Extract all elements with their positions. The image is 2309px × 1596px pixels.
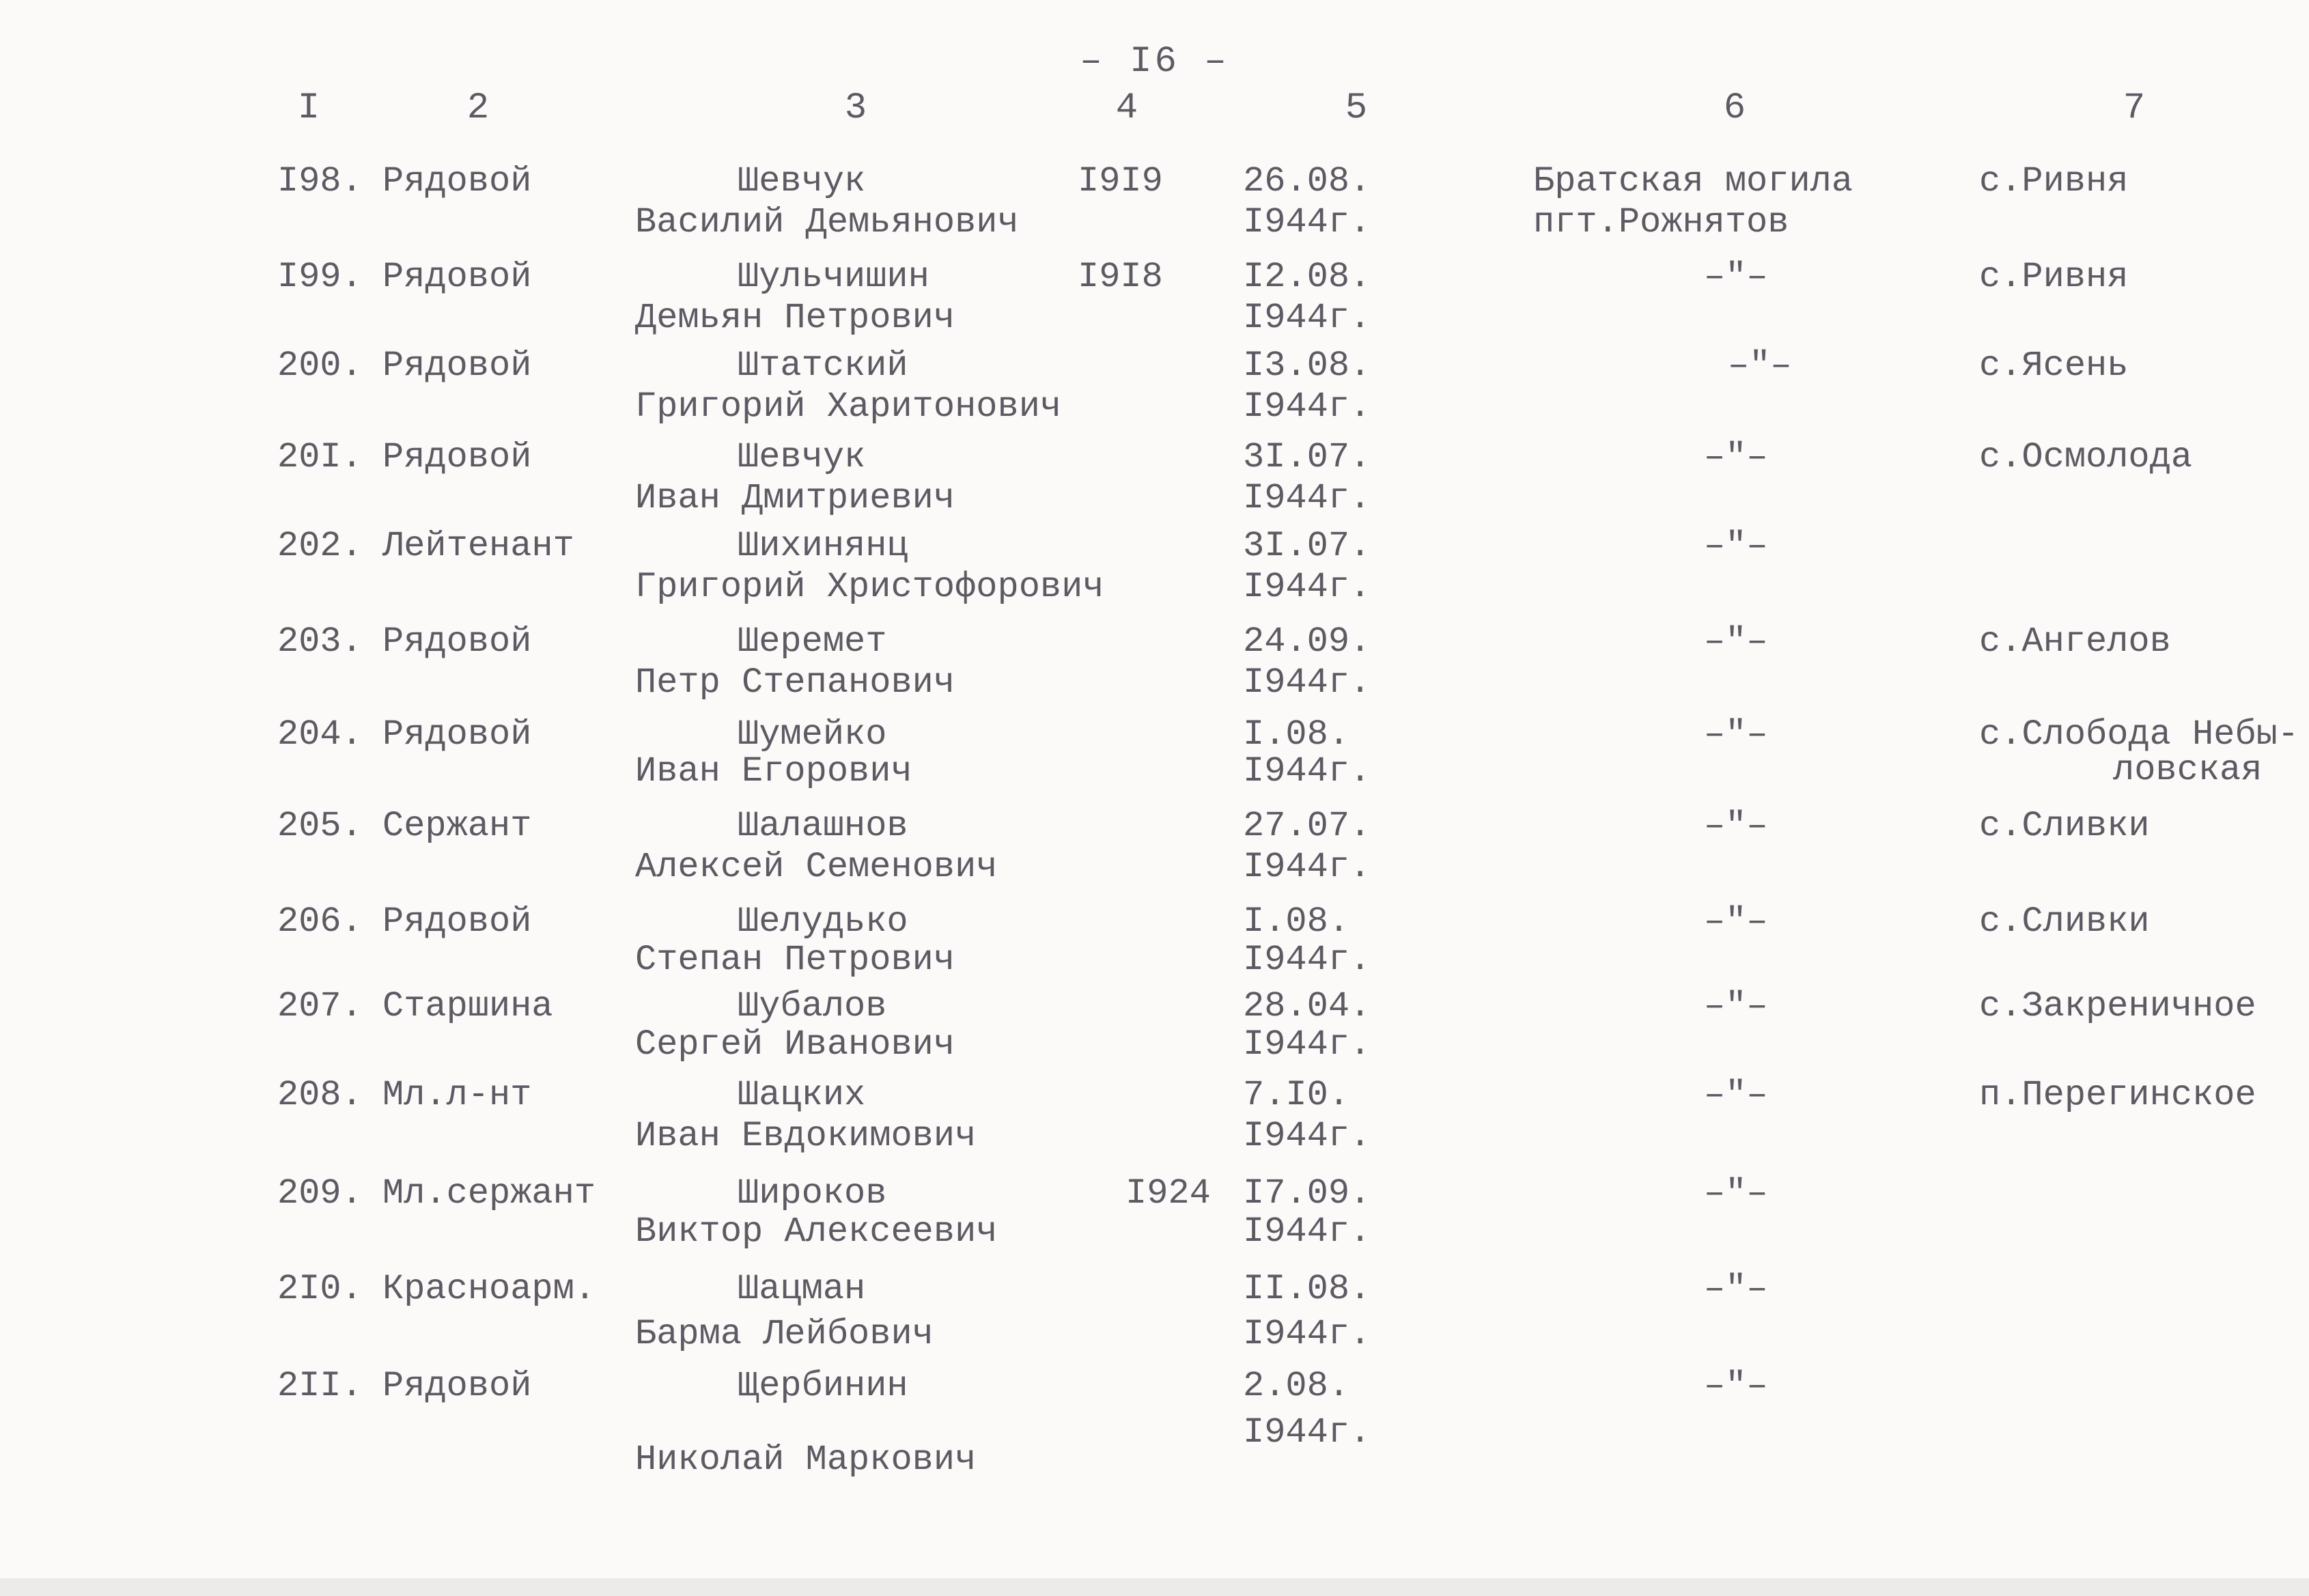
death-year: I944г.: [1243, 202, 1371, 242]
rank: Мл.сержант: [382, 1173, 596, 1214]
page-number: – I6 –: [1080, 41, 1229, 83]
death-year: I944г.: [1243, 478, 1371, 518]
death-date: I2.08.: [1243, 257, 1371, 297]
native-village: с.Закреничное: [1979, 986, 2256, 1026]
surname: Штатский: [738, 346, 908, 386]
native-village: с.Осмолода: [1979, 437, 2193, 477]
death-year: I944г.: [1243, 1314, 1371, 1354]
burial-locality: пгт.Рожнятов: [1533, 202, 1789, 242]
death-year: I944г.: [1243, 1212, 1371, 1252]
rank: Старшина: [382, 986, 553, 1026]
row-number: 203.: [277, 621, 363, 662]
column-number-5: 5: [1345, 87, 1368, 129]
burial-ditto: –"–: [1704, 621, 1768, 662]
rank: Красноарм.: [382, 1269, 596, 1309]
rank: Сержант: [382, 806, 532, 846]
surname: Шубалов: [738, 986, 887, 1026]
burial-ditto: –"–: [1704, 1366, 1768, 1406]
rank: Мл.л-нт: [382, 1075, 532, 1115]
burial-ditto: –"–: [1704, 526, 1768, 566]
surname: Широков: [738, 1173, 887, 1214]
birth-year: I924: [1125, 1173, 1211, 1214]
row-number: 202.: [277, 526, 363, 566]
row-number: 206.: [277, 901, 363, 942]
burial-ditto: –"–: [1704, 986, 1768, 1026]
table-row: [0, 1173, 2309, 1269]
column-number-7: 7: [2123, 87, 2146, 129]
death-year: I944г.: [1243, 1024, 1371, 1065]
table-row: [0, 621, 2309, 717]
table-row: [0, 257, 2309, 352]
surname: Шалашнов: [738, 806, 908, 846]
rank: Рядовой: [382, 161, 532, 201]
given-names: Григорий Христофорович: [635, 567, 1104, 607]
surname: Шевчук: [738, 161, 866, 201]
row-number: 207.: [277, 986, 363, 1026]
surname: Шелудько: [738, 901, 908, 942]
given-names: Демьян Петрович: [635, 298, 955, 338]
death-year: I944г.: [1243, 1412, 1371, 1453]
death-date: 27.07.: [1243, 806, 1371, 846]
burial-ditto: –"–: [1704, 1075, 1768, 1115]
death-date: 7.I0.: [1243, 1075, 1350, 1115]
death-year: I944г.: [1243, 662, 1371, 703]
burial-ditto: –"–: [1704, 1173, 1768, 1214]
given-names: Григорий Харитонович: [635, 387, 1062, 427]
native-village-cont: ловская: [2113, 750, 2263, 790]
surname: Шеремет: [738, 621, 887, 662]
rank: Рядовой: [382, 901, 532, 942]
death-date: 24.09.: [1243, 621, 1371, 662]
given-names: Степан Петрович: [635, 940, 955, 980]
table-row: [0, 526, 2309, 621]
death-date: I7.09.: [1243, 1173, 1371, 1214]
death-year: I944г.: [1243, 298, 1371, 338]
surname: Шульчишин: [738, 257, 929, 297]
native-village: п.Перегинское: [1979, 1075, 2256, 1115]
surname: Шихинянц: [738, 526, 908, 566]
death-date: 28.04.: [1243, 986, 1371, 1026]
native-village: с.Ривня: [1979, 161, 2129, 201]
given-names: Иван Евдокимович: [635, 1116, 977, 1156]
row-number: 204.: [277, 714, 363, 755]
given-names: Николай Маркович: [635, 1440, 977, 1480]
native-village: с.Сливки: [1979, 901, 2150, 942]
birth-year: I9I9: [1078, 161, 1163, 201]
rank: Лейтенант: [382, 526, 574, 566]
surname: Шевчук: [738, 437, 866, 477]
burial-ditto: –"–: [1704, 1269, 1768, 1309]
given-names: Петр Степанович: [635, 662, 955, 703]
death-year: I944г.: [1243, 847, 1371, 887]
table-row: [0, 901, 2309, 997]
rank: Рядовой: [382, 714, 532, 755]
rank: Рядовой: [382, 437, 532, 477]
column-number-4: 4: [1115, 87, 1138, 129]
row-number: 205.: [277, 806, 363, 846]
given-names: Иван Дмитриевич: [635, 478, 955, 518]
table-row: [0, 1366, 2309, 1480]
native-village: с.Слобода Небы-: [1979, 714, 2299, 755]
burial-ditto: –"–: [1704, 806, 1768, 846]
row-number: I99.: [277, 257, 363, 297]
rank: Рядовой: [382, 257, 532, 297]
row-number: 208.: [277, 1075, 363, 1115]
death-date: 2.08.: [1243, 1366, 1350, 1406]
rank: Рядовой: [382, 346, 532, 386]
surname: Шумейко: [738, 714, 887, 755]
row-number: 2I0.: [277, 1269, 363, 1309]
death-date: 3I.07.: [1243, 437, 1371, 477]
surname: Щербинин: [738, 1366, 908, 1406]
table-row: [0, 1075, 2309, 1171]
row-number: 209.: [277, 1173, 363, 1214]
death-date: 26.08.: [1243, 161, 1371, 201]
rank: Рядовой: [382, 621, 532, 662]
table-row: [0, 986, 2309, 1082]
burial-ditto: –"–: [1704, 257, 1768, 297]
death-year: I944г.: [1243, 567, 1371, 607]
native-village: с.Ясень: [1979, 346, 2129, 386]
table-row: [0, 437, 2309, 533]
given-names: Алексей Семенович: [635, 847, 998, 887]
burial-ditto: –"–: [1704, 901, 1768, 942]
table-row: [0, 806, 2309, 901]
death-year: I944г.: [1243, 1116, 1371, 1156]
table-row: [0, 346, 2309, 441]
burial-place: Братская могила: [1533, 161, 1853, 201]
surname: Шацман: [738, 1269, 866, 1309]
column-number-3: 3: [844, 87, 867, 129]
death-date: I.08.: [1243, 714, 1350, 755]
given-names: Виктор Алексеевич: [635, 1212, 998, 1252]
surname: Шацких: [738, 1075, 866, 1115]
table-row: [0, 1269, 2309, 1364]
given-names: Василий Демьянович: [635, 202, 1019, 242]
row-number: 20I.: [277, 437, 363, 477]
native-village: с.Сливки: [1979, 806, 2150, 846]
death-date: I.08.: [1243, 901, 1350, 942]
native-village: с.Ривня: [1979, 257, 2129, 297]
rank: Рядовой: [382, 1366, 532, 1406]
burial-ditto: –"–: [1728, 346, 1792, 386]
row-number: 2II.: [277, 1366, 363, 1406]
scan-bottom-edge: [0, 1578, 2309, 1596]
row-number: 200.: [277, 346, 363, 386]
given-names: Сергей Иванович: [635, 1024, 955, 1065]
death-year: I944г.: [1243, 751, 1371, 792]
column-number-6: 6: [1723, 87, 1746, 129]
row-number: I98.: [277, 161, 363, 201]
death-year: I944г.: [1243, 387, 1371, 427]
burial-ditto: –"–: [1704, 437, 1768, 477]
death-date: I3.08.: [1243, 346, 1371, 386]
column-number-2: 2: [466, 87, 490, 129]
column-number-1: I: [297, 87, 320, 129]
death-date: II.08.: [1243, 1269, 1371, 1309]
given-names: Барма Лейбович: [635, 1314, 934, 1354]
death-date: 3I.07.: [1243, 526, 1371, 566]
native-village: с.Ангелов: [1979, 621, 2171, 662]
death-year: I944г.: [1243, 940, 1371, 980]
burial-ditto: –"–: [1704, 714, 1768, 755]
birth-year: I9I8: [1078, 257, 1163, 297]
given-names: Иван Егорович: [635, 751, 912, 792]
table-row: [0, 714, 2309, 810]
table-row: [0, 161, 2309, 257]
